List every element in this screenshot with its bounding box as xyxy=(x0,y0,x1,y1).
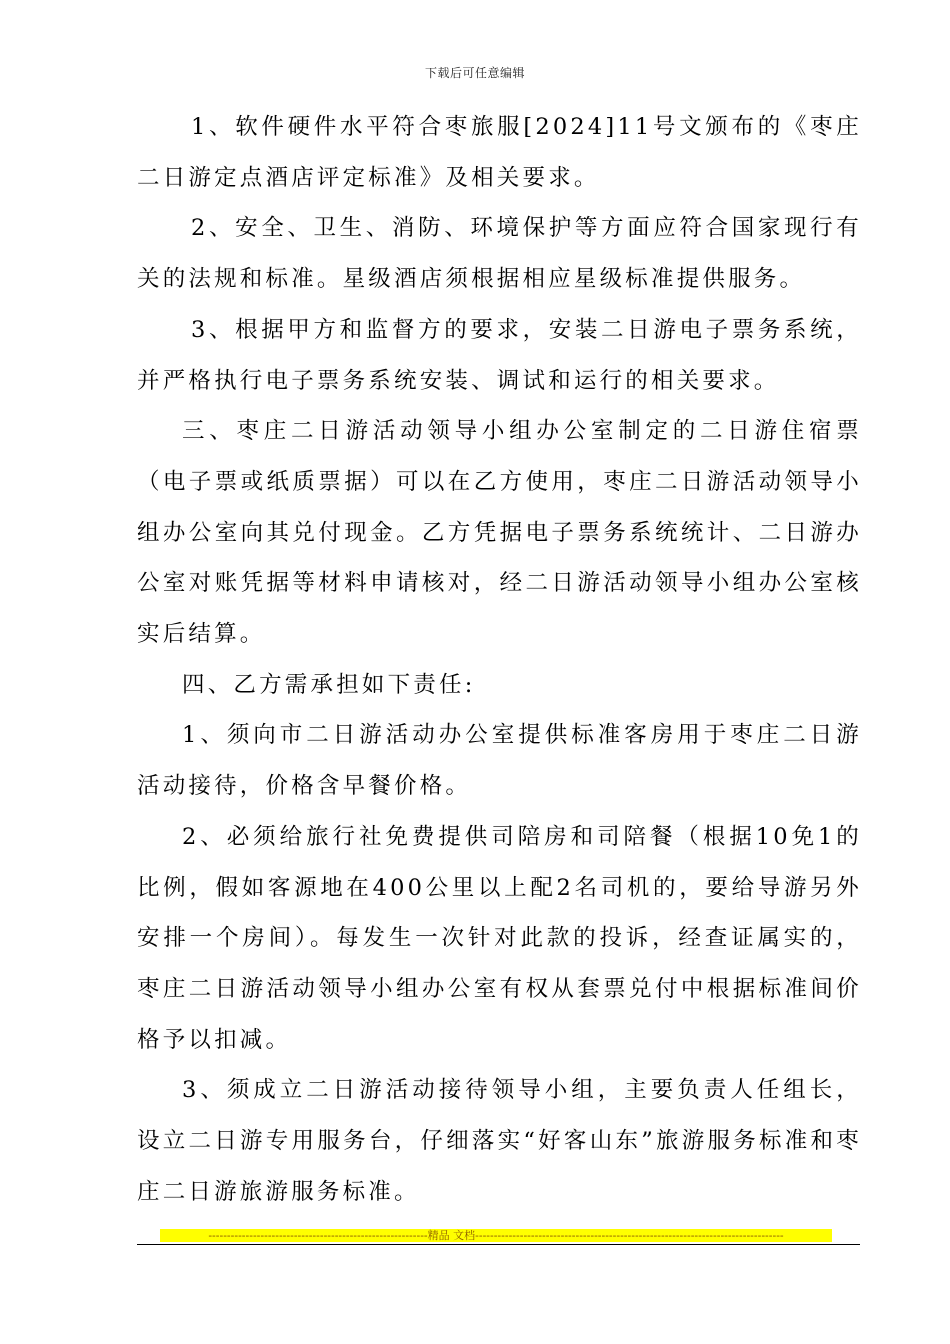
footer-watermark: -----------------------------------------------------------精品 文档----------------------------------------------------------------------------------- xyxy=(160,1229,832,1242)
paragraph-3: 3、根据甲方和监督方的要求，安装二日游电子票务系统，并严格执行电子票务系统安装、调试和运行的相关要求。 xyxy=(137,316,862,394)
paragraph-2: 2、安全、卫生、消防、环境保护等方面应符合国家现行有关的法规和标准。星级酒店须根据相应星级标准提供服务。 xyxy=(137,215,862,293)
paragraph-5: 四、乙方需承担如下责任: xyxy=(182,671,476,698)
paragraph-8: 3、须成立二日游活动接待领导小组，主要负责人任组长，设立二日游专用服务台，仔细落实“好客山东”旅游服务标准和枣庄二日游旅游服务标准。 xyxy=(137,1077,862,1205)
paragraph-6: 1、须向市二日游活动办公室提供标准客房用于枣庄二日游活动接待，价格含早餐价格。 xyxy=(137,722,862,800)
header-note: 下载后可任意编辑 xyxy=(424,66,525,80)
paragraph-4: 三、枣庄二日游活动领导小组办公室制定的二日游住宿票（电子票或纸质票据）可以在乙方使用，枣庄二日游活动领导小组办公室向其兑付现金。乙方凭据电子票务系统统计、二日游办公室对账凭据等材料申请核对，经二日游活动领导小组办公室核实后结算。 xyxy=(137,418,862,648)
document-body xyxy=(137,102,862,1217)
footer-rule xyxy=(137,1244,860,1245)
paragraph-1: 1、软件硬件水平符合枣旅服[2024]11号文颁布的《枣庄二日游定点酒店评定标准》及相关要求。 xyxy=(137,114,862,191)
paragraph-7: 2、必须给旅行社免费提供司陪房和司陪餐（根据10免1的比例，假如客源地在400公里以上配2名司机的，要给导游另外安排一个房间）。每发生一次针对此款的投诉，经查证属实的，枣庄二日游活动领导小组办公室有权从套票兑付中根据标准间价格予以扣减。 xyxy=(137,823,862,1053)
